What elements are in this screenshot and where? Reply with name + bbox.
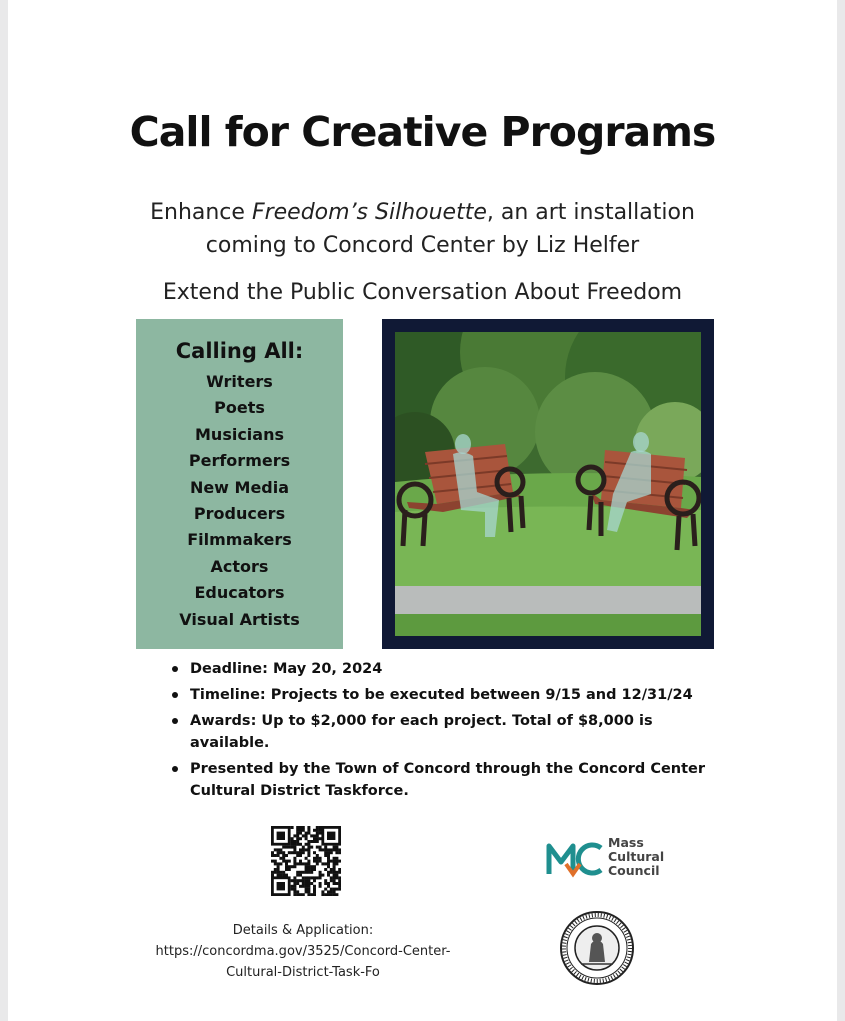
- mass-cultural-council-logo: [546, 836, 696, 884]
- subtitle-prefix: Enhance: [150, 200, 252, 225]
- mcc-text: [608, 836, 698, 878]
- calling-all-heading: Calling All:: [175, 339, 304, 363]
- town-of-concord-seal: [559, 910, 635, 986]
- page-title: Call for Creative Programs: [129, 108, 716, 156]
- subtitle-rest: , an art installation: [486, 200, 695, 225]
- roles-list: [136, 369, 343, 633]
- bullet-awards: Awards: Up to $2,000 for each project. Total of $8,000 is available.: [170, 710, 730, 754]
- role-item: Musicians: [195, 424, 284, 444]
- mcc-line3: Council: [608, 863, 660, 878]
- details-url-line2[interactable]: Cultural-District-Task-Fo: [226, 965, 380, 980]
- installation-photo: [382, 319, 714, 649]
- bullet-presented-by: Presented by the Town of Concord through the Concord Center Cultural District Taskforce.: [170, 758, 730, 802]
- mcc-line2: Cultural: [608, 849, 665, 864]
- calling-all-box: [136, 319, 343, 649]
- details-application: [138, 920, 468, 983]
- role-item: Visual Artists: [179, 609, 300, 629]
- details-label: Details & Application:: [232, 923, 374, 938]
- tagline: Extend the Public Conversation About Freedom: [162, 280, 683, 305]
- subtitle: [8, 196, 837, 262]
- details-url-line1[interactable]: https://concordma.gov/3525/Concord-Center-: [155, 944, 451, 959]
- role-item: New Media: [189, 477, 290, 497]
- installation-name: Freedom’s Silhouette: [251, 200, 487, 225]
- mcc-mark-icon: [546, 840, 604, 878]
- role-item: Filmmakers: [187, 530, 292, 550]
- role-item: Writers: [206, 372, 273, 391]
- role-item: Actors: [210, 556, 269, 576]
- role-item: Performers: [188, 451, 291, 471]
- flyer-page: [8, 0, 837, 1021]
- mcc-line1: Mass: [608, 835, 644, 850]
- role-item: Educators: [194, 583, 285, 603]
- role-item: Producers: [193, 503, 286, 523]
- subtitle-line2: coming to Concord Center by Liz Helfer: [205, 233, 640, 258]
- role-item: Poets: [214, 398, 265, 418]
- park-bench-scene: [395, 332, 701, 636]
- bullet-deadline: Deadline: May 20, 2024: [170, 658, 730, 680]
- bullet-timeline: Timeline: Projects to be executed between 9/15 and 12/31/24: [170, 684, 730, 706]
- details-bullets: [170, 658, 730, 806]
- qr-code-icon[interactable]: [271, 826, 341, 896]
